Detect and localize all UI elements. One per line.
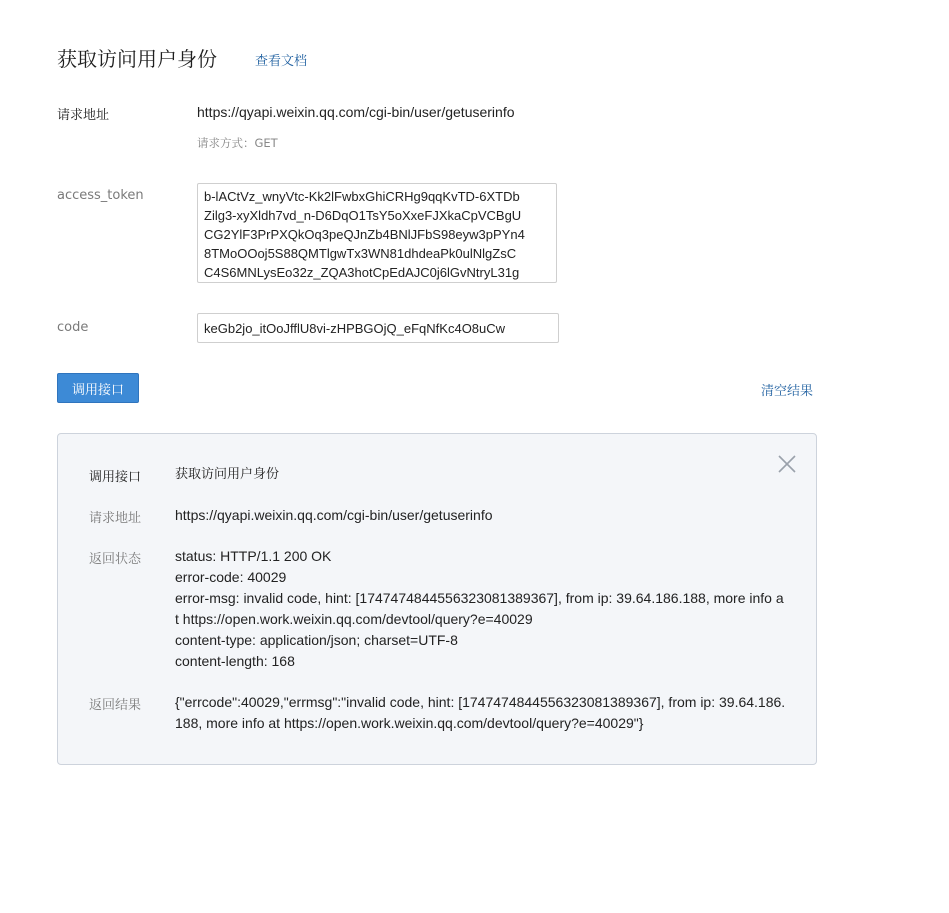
status-line: error-code: 40029: [175, 569, 287, 585]
result-url-value: https://qyapi.weixin.qq.com/cgi-bin/user/getuserinfo: [175, 507, 493, 523]
request-method: 请求方式：GET: [197, 136, 278, 150]
status-line: status: HTTP/1.1 200 OK: [175, 548, 332, 564]
result-body-label: 返回结果: [89, 698, 142, 713]
status-line: t https://open.work.weixin.qq.com/devtool/query?e=40029: [175, 611, 533, 627]
result-api-label: 调用接口: [89, 470, 142, 485]
body-line: 188, more info at https://open.work.weixin.qq.com/devtool/query?e=40029"}: [175, 715, 644, 731]
clear-results-link[interactable]: 清空结果: [761, 384, 814, 399]
request-url-label: 请求地址: [57, 108, 110, 123]
result-panel: [57, 433, 817, 765]
status-line: content-type: application/json; charset=UTF-8: [175, 632, 458, 648]
request-url-value: https://qyapi.weixin.qq.com/cgi-bin/user/getuserinfo: [197, 104, 515, 120]
call-api-button[interactable]: 调用接口: [57, 373, 139, 403]
result-status-block: [175, 546, 784, 672]
result-url-label: 请求地址: [89, 511, 142, 526]
code-field[interactable]: [197, 313, 559, 343]
status-line: error-msg: invalid code, hint: [17474748445563230813893​67], from ip: 39.64.186.188, more info a: [175, 590, 784, 606]
result-status-label: 返回状态: [89, 552, 142, 567]
page-title: 获取访问用户身份: [57, 47, 217, 71]
result-body-block: [175, 692, 785, 734]
view-docs-link[interactable]: 查看文档: [255, 54, 308, 69]
access-token-field[interactable]: [197, 183, 557, 283]
access-token-label: access_token: [57, 188, 144, 203]
result-api-value: 获取访问用户身份: [175, 467, 280, 482]
code-label: code: [57, 320, 89, 335]
body-line: {"errcode":40029,"errmsg":"invalid code, hint: [17474748445563230813893​67], from ip: 39.64.186.: [175, 694, 786, 710]
status-line: content-length: 168: [175, 653, 295, 669]
close-icon[interactable]: [777, 454, 797, 474]
